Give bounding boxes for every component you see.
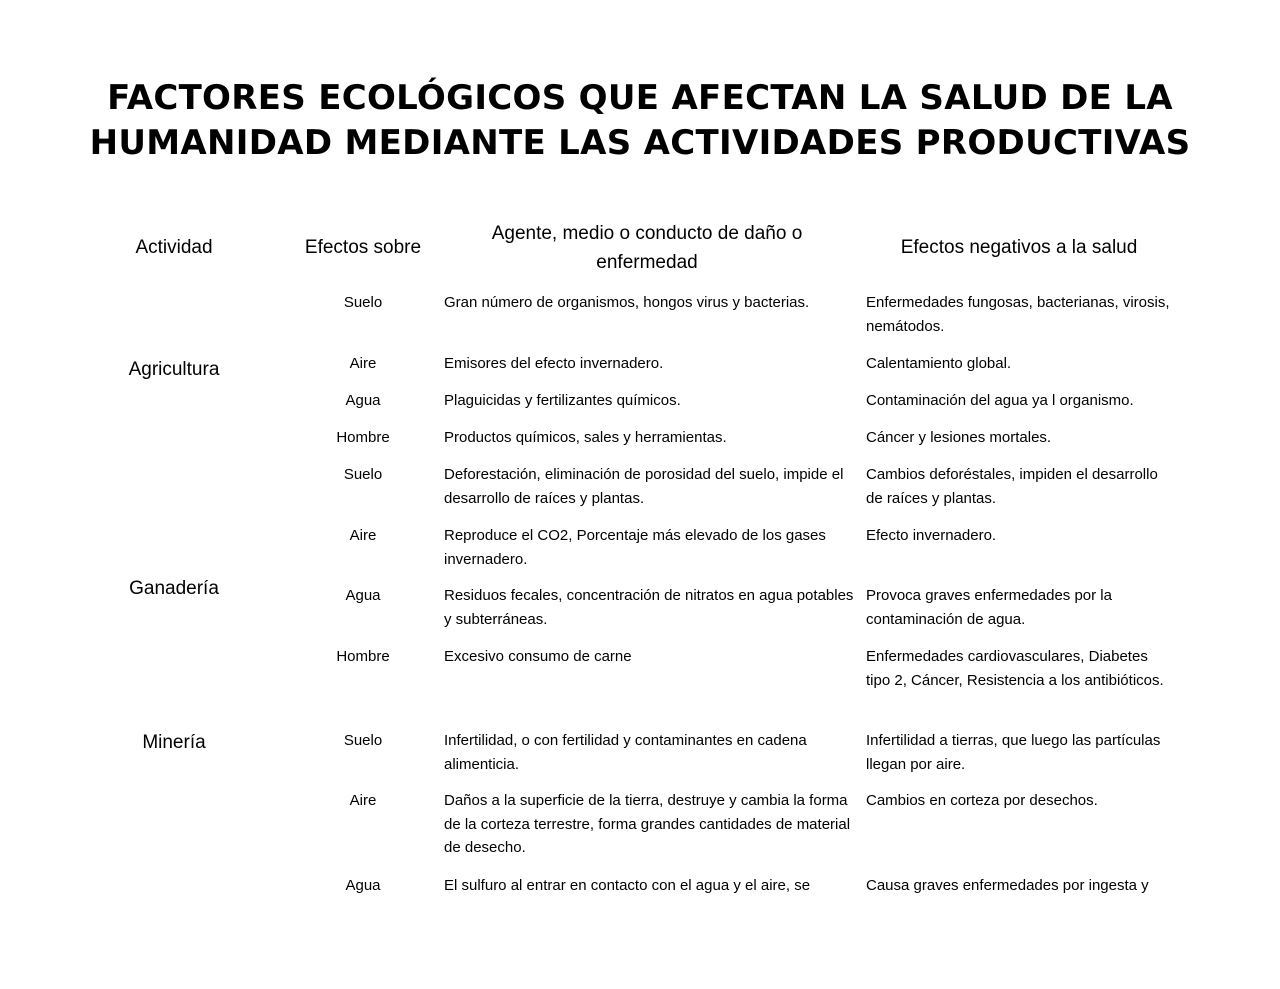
efecto-cell: Aire: [349, 527, 377, 544]
header-efectos-negativos: Efectos negativos a la salud: [900, 237, 1138, 258]
agente-cell: Plaguicidas y fertilizantes químicos.: [444, 392, 681, 409]
agente-cell: Reproduce el CO2, Porcentaje más elevado de los gases invernadero.: [444, 527, 826, 568]
agente-cell: Deforestación, eliminación de porosidad del suelo, impide el desarrollo de raíces y plantas.: [444, 466, 844, 507]
efecto-cell: Hombre: [336, 648, 390, 665]
agente-cell: Infertilidad, o con fertilidad y contaminantes en cadena alimenticia.: [444, 732, 807, 773]
agente-cell: El sulfuro al entrar en contacto con el agua y el aire, se: [444, 877, 811, 894]
negativo-cell: Cambios deforéstales, impiden el desarrollo de raíces y plantas.: [866, 466, 1158, 507]
agente-cell: Productos químicos, sales y herramientas.: [444, 429, 727, 446]
efecto-cell: Suelo: [343, 294, 383, 311]
title-line-2: HUMANIDAD MEDIANTE LAS ACTIVIDADES PRODUCTIVAS: [89, 123, 1191, 163]
activity-mineria: Minería: [142, 732, 206, 753]
negativo-cell: Cáncer y lesiones mortales.: [866, 429, 1052, 446]
negativo-cell: Provoca graves enfermedades por la contaminación de agua.: [866, 587, 1112, 628]
activity-agricultura: Agricultura: [128, 359, 220, 380]
negativo-cell: Contaminación del agua ya l organismo.: [866, 392, 1134, 409]
efecto-cell: Suelo: [343, 466, 383, 483]
efecto-cell: Agua: [345, 877, 381, 894]
agente-cell: Residuos fecales, concentración de nitratos en agua potables y subterráneas.: [444, 587, 854, 628]
efecto-cell: Agua: [345, 392, 381, 409]
negativo-cell: Efecto invernadero.: [866, 527, 997, 544]
negativo-cell: Infertilidad a tierras, que luego las partículas llegan por aire.: [866, 732, 1161, 773]
negativo-cell: Cambios en corteza por desechos.: [866, 792, 1098, 809]
activity-ganaderia: Ganadería: [129, 578, 219, 599]
header-actividad: Actividad: [135, 237, 213, 258]
negativo-cell: Causa graves enfermedades por ingesta y: [866, 877, 1149, 894]
agente-cell: Emisores del efecto invernadero.: [444, 355, 664, 372]
agente-cell: Daños a la superficie de la tierra, destruye y cambia la forma de la corteza terrestre, forma grandes cantidades de material de desecho.: [444, 792, 851, 856]
title-line-1: FACTORES ECOLÓGICOS QUE AFECTAN LA SALUD DE LA: [107, 78, 1173, 118]
header-efectos-sobre: Efectos sobre: [304, 237, 422, 258]
efecto-cell: Aire: [349, 792, 377, 809]
header-agente: Agente, medio o conducto de daño o enfermedad: [491, 223, 803, 273]
efecto-cell: Agua: [345, 587, 381, 604]
document-title: [0, 76, 1280, 166]
efecto-cell: Aire: [349, 355, 377, 372]
negativo-cell: Enfermedades fungosas, bacterianas, virosis, nemátodos.: [866, 294, 1170, 335]
agente-cell: Excesivo consumo de carne: [444, 648, 632, 665]
efecto-cell: Suelo: [343, 732, 383, 749]
efecto-cell: Hombre: [336, 429, 390, 446]
negativo-cell: Calentamiento global.: [866, 355, 1012, 372]
agente-cell: Gran número de organismos, hongos virus y bacterias.: [444, 294, 810, 311]
negativo-cell: Enfermedades cardiovasculares, Diabetes tipo 2, Cáncer, Resistencia a los antibióticos.: [866, 648, 1164, 689]
